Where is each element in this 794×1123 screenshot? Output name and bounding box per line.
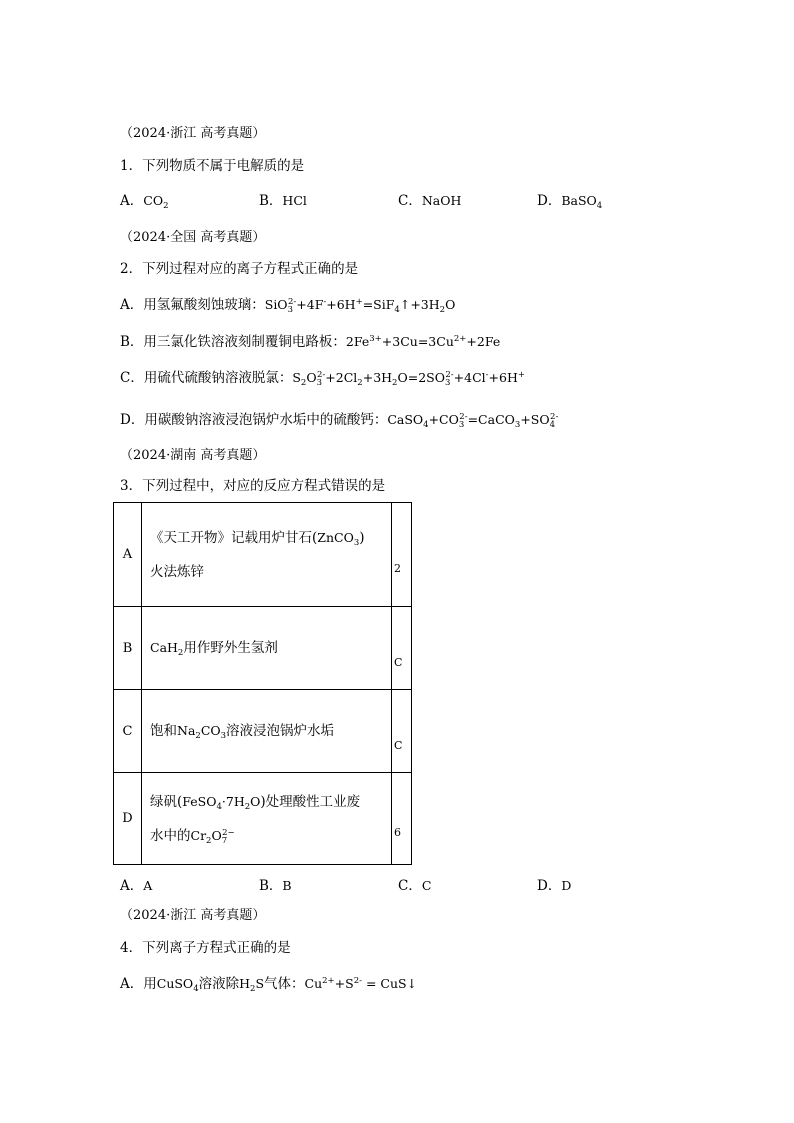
q3-option-a[interactable]: A．A [120, 878, 153, 894]
q1-stem: 1．下列物质不属于电解质的是 [120, 158, 305, 174]
row-description: 《天工开物》记载用炉甘石(ZnCO$_3$) 火法炼锌 [142, 503, 392, 607]
q1-source: （2024·浙江 高考真题） [120, 126, 266, 141]
q2-option-b[interactable]: B．用三氯化铁溶液刻制覆铜电路板：$2Fe^{3+}+3Cu=3Cu^{2+}+2Fe$ [120, 334, 501, 350]
q3-option-c[interactable]: C．C [398, 878, 432, 894]
q1-option-c[interactable]: C．NaOH [398, 193, 462, 209]
row-description: 绿矾$(FeSO_4\cdot 7H_2O)$处理酸性工业废 水中的$Cr_2O_7^{2-}$ [142, 773, 392, 865]
row-equation-cut: 6 [392, 773, 412, 865]
q4-option-a[interactable]: A．用CuSO$_4$溶液除$H_2S$气体：$Cu^{2+}+S^{2-}$ = CuS↓ [120, 976, 418, 994]
q4-source: （2024·浙江 高考真题） [120, 908, 266, 923]
row-description: 饱和$Na_2CO_3$溶液浸泡锅炉水垢 [142, 690, 392, 773]
row-label: D [114, 773, 142, 865]
row-equation-cut: C [392, 607, 412, 690]
q2-source: （2024·全国 高考真题） [120, 230, 266, 245]
row-label: C [114, 690, 142, 773]
table-row [114, 690, 412, 773]
q3-option-d[interactable]: D．D [537, 878, 572, 894]
q1-option-d[interactable]: D．BaSO$_4$ [537, 193, 603, 211]
table-row [114, 503, 412, 607]
q1-option-a[interactable]: A．$CO_2$ [120, 193, 169, 211]
row-label: B [114, 607, 142, 690]
table-row [114, 773, 412, 865]
q2-option-a[interactable]: A．用氢氟酸刻蚀玻璃：$SiO_3^{2-}+4F^-+6H^+=SiF_4↑+3H_2O$ [120, 297, 456, 315]
row-label: A [114, 503, 142, 607]
row-equation-cut: C [392, 690, 412, 773]
q2-option-c[interactable]: C．用硫代硫酸钠溶液脱氯：$S_2O_3^{2-}+2Cl_2+3H_2O=2SO_3^{2-}+4Cl^-+6H^+$ [120, 370, 525, 388]
q2-stem: 2．下列过程对应的离子方程式正确的是 [120, 261, 359, 277]
q2-option-d[interactable]: D．用碳酸钠溶液浸泡锅炉水垢中的硫酸钙：$CaSO_4+CO_3^{2-}=CaCO_3+SO_4^{2-}$ [120, 412, 559, 430]
q3-option-b[interactable]: B．B [259, 878, 292, 894]
q3-stem: 3．下列过程中，对应的反应方程式错误的是 [120, 478, 386, 494]
table-row [114, 607, 412, 690]
q3-source: （2024·湖南 高考真题） [120, 448, 266, 463]
q4-stem: 4．下列离子方程式正确的是 [120, 940, 291, 956]
q1-option-b[interactable]: B．HCl [259, 193, 307, 209]
q3-table [113, 502, 412, 865]
row-description: CaH$_2$用作野外生氢剂 [142, 607, 392, 690]
row-equation-cut: 2 [392, 503, 412, 607]
